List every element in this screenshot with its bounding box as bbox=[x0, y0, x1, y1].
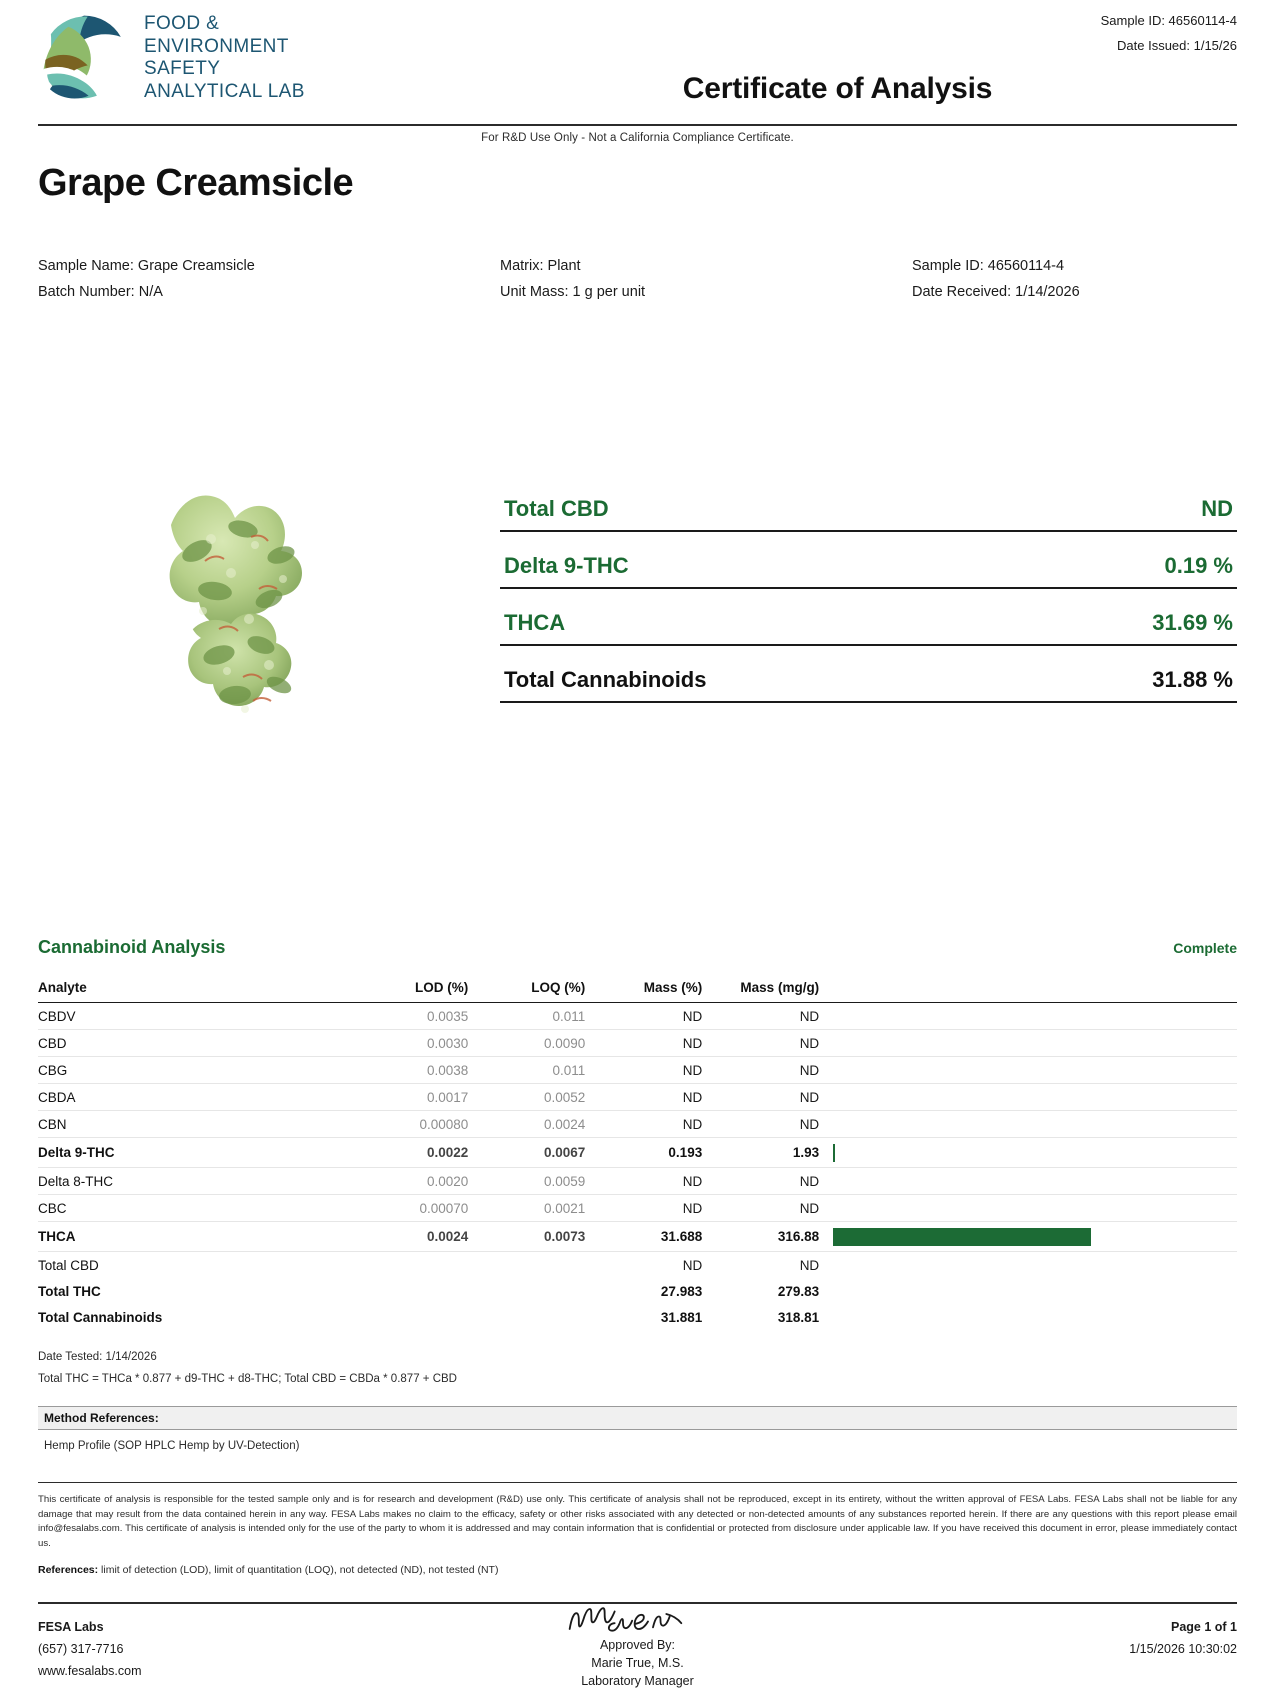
sample-overview-section bbox=[38, 323, 1237, 923]
logo-wordmark bbox=[144, 13, 305, 103]
cell-mass-mgg: ND bbox=[702, 1195, 819, 1222]
disclaimer-divider bbox=[38, 1482, 1237, 1483]
document-footer bbox=[38, 1616, 1237, 1708]
cell-analyte: Delta 8-THC bbox=[38, 1168, 351, 1195]
table-row bbox=[38, 1030, 1237, 1057]
date-tested: Date Tested: 1/14/2026 bbox=[38, 1351, 157, 1363]
sample-info-col-2 bbox=[500, 253, 912, 305]
cell-mass-pct: ND bbox=[585, 1057, 702, 1084]
cell-bar bbox=[819, 1003, 1237, 1030]
table-row bbox=[38, 1304, 1237, 1330]
method-references-body: Hemp Profile (SOP HPLC Hemp by UV-Detection) bbox=[44, 1440, 300, 1452]
cell-bar bbox=[819, 1168, 1237, 1195]
table-row bbox=[38, 1111, 1237, 1138]
cell-lod: 0.0022 bbox=[351, 1138, 468, 1168]
total-formula: Total THC = THCa * 0.877 + d9-THC + d8-THC; Total CBD = CBDa * 0.877 + CBD bbox=[38, 1373, 457, 1385]
cell-analyte: CBDA bbox=[38, 1084, 351, 1111]
cell-analyte: Total CBD bbox=[38, 1257, 99, 1273]
cell-mass-mgg: ND bbox=[702, 1030, 819, 1057]
cell-mass-pct: 27.983 bbox=[660, 1283, 703, 1299]
summary-value: 31.69 % bbox=[1152, 610, 1233, 635]
cell-bar bbox=[819, 1084, 1237, 1111]
cell-lod bbox=[351, 1304, 468, 1330]
footer-lab-name: FESA Labs bbox=[38, 1620, 104, 1634]
cell-lod: 0.00070 bbox=[351, 1195, 468, 1222]
header-sample-id: Sample ID: 46560114-4 bbox=[1100, 13, 1237, 28]
sample-info-col-3 bbox=[912, 253, 1237, 305]
document-header bbox=[38, 0, 1237, 122]
sample-name: Sample Name: Grape Creamsicle bbox=[38, 258, 255, 274]
cell-analyte: Total Cannabinoids bbox=[38, 1309, 163, 1325]
logo-line-4: ANALYTICAL LAB bbox=[144, 80, 305, 102]
cell-lod: 0.00080 bbox=[351, 1111, 468, 1138]
cell-mass-mgg: 279.83 bbox=[777, 1283, 820, 1299]
cell-bar bbox=[819, 1222, 1237, 1252]
cell-analyte: CBG bbox=[38, 1057, 351, 1084]
cell-bar bbox=[819, 1252, 1237, 1279]
summary-row bbox=[500, 646, 1237, 703]
cell-mass-pct: 31.881 bbox=[660, 1309, 703, 1325]
cell-mass-pct: ND bbox=[585, 1168, 702, 1195]
cell-analyte: CBN bbox=[38, 1111, 351, 1138]
cell-lod: 0.0024 bbox=[351, 1222, 468, 1252]
approver-name: Marie True, M.S. bbox=[591, 1656, 684, 1670]
column-header-lod: LOD (%) bbox=[351, 980, 468, 1003]
sample-title: Grape Creamsicle bbox=[38, 162, 354, 204]
cell-loq: 0.0059 bbox=[468, 1168, 585, 1195]
method-references-heading: Method References: bbox=[38, 1406, 1237, 1430]
cell-mass-pct: ND bbox=[585, 1084, 702, 1111]
cell-mass-mgg: ND bbox=[702, 1003, 819, 1030]
table-row bbox=[38, 1252, 1237, 1279]
matrix: Matrix: Plant bbox=[500, 258, 581, 274]
table-header-row bbox=[38, 980, 1237, 1003]
cell-mass-mgg: ND bbox=[702, 1084, 819, 1111]
cell-mass-mgg: ND bbox=[702, 1111, 819, 1138]
approver-title: Laboratory Manager bbox=[581, 1674, 694, 1688]
cell-mass-mgg: ND bbox=[799, 1257, 820, 1273]
cell-lod bbox=[351, 1278, 468, 1304]
cell-loq bbox=[468, 1278, 585, 1304]
footer-website[interactable]: www.fesalabs.com bbox=[38, 1664, 142, 1678]
cell-lod: 0.0020 bbox=[351, 1168, 468, 1195]
cell-bar bbox=[819, 1278, 1237, 1304]
header-meta bbox=[1101, 8, 1237, 58]
unit-mass: Unit Mass: 1 g per unit bbox=[500, 284, 646, 300]
cell-mass-pct: ND bbox=[585, 1195, 702, 1222]
references-label: References: bbox=[38, 1564, 99, 1576]
cell-loq bbox=[468, 1304, 585, 1330]
cell-mass-pct: ND bbox=[585, 1030, 702, 1057]
concentration-bar bbox=[833, 1144, 835, 1162]
rnd-use-note: For R&D Use Only - Not a California Compliance Certificate. bbox=[481, 132, 794, 144]
cell-bar bbox=[819, 1111, 1237, 1138]
summary-value: 31.88 % bbox=[1152, 667, 1233, 692]
sample-info-grid bbox=[38, 253, 1237, 305]
results-summary bbox=[500, 475, 1237, 703]
batch-number: Batch Number: N/A bbox=[38, 284, 163, 300]
summary-label: Delta 9-THC bbox=[504, 553, 629, 578]
cell-lod: 0.0035 bbox=[351, 1003, 468, 1030]
logo-line-3: SAFETY bbox=[144, 58, 221, 79]
lab-logo bbox=[38, 0, 305, 104]
column-header-bar bbox=[819, 980, 1237, 1003]
cell-loq: 0.0067 bbox=[468, 1138, 585, 1168]
cell-mass-mgg: 318.81 bbox=[777, 1309, 820, 1325]
summary-label: THCA bbox=[504, 610, 566, 635]
column-header-mass-mgg: Mass (mg/g) bbox=[702, 980, 819, 1003]
analysis-title: Cannabinoid Analysis bbox=[38, 937, 226, 957]
header-divider bbox=[38, 124, 1237, 126]
cell-analyte: CBC bbox=[38, 1195, 351, 1222]
cell-bar bbox=[819, 1304, 1237, 1330]
cell-lod: 0.0038 bbox=[351, 1057, 468, 1084]
cell-mass-pct: 31.688 bbox=[585, 1222, 702, 1252]
table-row bbox=[38, 1003, 1237, 1030]
cell-loq: 0.0090 bbox=[468, 1030, 585, 1057]
analysis-status-badge: Complete bbox=[1173, 940, 1237, 956]
cell-mass-pct: 0.193 bbox=[585, 1138, 702, 1168]
cell-mass-mgg: ND bbox=[702, 1168, 819, 1195]
cell-mass-pct: ND bbox=[585, 1003, 702, 1030]
column-header-loq: LOQ (%) bbox=[468, 980, 585, 1003]
cell-mass-pct: ND bbox=[682, 1257, 703, 1273]
cell-bar bbox=[819, 1138, 1237, 1168]
page-number: Page 1 of 1 bbox=[1171, 1620, 1237, 1634]
logo-line-2: ENVIRONMENT bbox=[144, 35, 289, 57]
cell-mass-pct: ND bbox=[585, 1111, 702, 1138]
table-row bbox=[38, 1057, 1237, 1084]
disclaimer-text: This certificate of analysis is responsible for the tested sample only and is for research and development (R&D) use only. This certificate of analysis shall not be reproduced, except in its entirety, without the written approval of FESA Labs. FESA Labs shall not be liable for any damage that may result from the data contained herein in any way. FESA Labs makes no claim to the efficacy, safety or other risks associated with any detected or non-detected amounts of any substances reported herein. If there are any questions with this report please email info@fesalabs.com. This certificate of analysis is intended only for the use of the party to whom it is addressed and may contain information that is confidential or protected from disclosure under applicable law. If you have received this document in error, please immediately contact us. bbox=[38, 1494, 1237, 1549]
cell-bar bbox=[819, 1030, 1237, 1057]
footer-phone: (657) 317-7716 bbox=[38, 1642, 124, 1656]
concentration-bar bbox=[833, 1228, 1091, 1246]
cell-bar bbox=[819, 1195, 1237, 1222]
cell-loq bbox=[468, 1252, 585, 1279]
summary-value: 0.19 % bbox=[1164, 553, 1233, 578]
footer-timestamp: 1/15/2026 10:30:02 bbox=[1129, 1642, 1237, 1656]
table-row bbox=[38, 1222, 1237, 1252]
cell-analyte: Delta 9-THC bbox=[38, 1138, 351, 1168]
cell-loq: 0.011 bbox=[468, 1057, 585, 1084]
cell-loq: 0.0024 bbox=[468, 1111, 585, 1138]
certificate-title: Certificate of Analysis bbox=[682, 72, 993, 105]
header-date-issued: Date Issued: 1/15/26 bbox=[1117, 38, 1237, 53]
summary-label: Total Cannabinoids bbox=[504, 667, 707, 692]
summary-label: Total CBD bbox=[504, 496, 609, 521]
table-row bbox=[38, 1084, 1237, 1111]
column-header-mass-pct: Mass (%) bbox=[585, 980, 702, 1003]
cannabinoid-table bbox=[38, 980, 1237, 1330]
approved-by-label: Approved By: bbox=[599, 1638, 676, 1652]
cell-lod bbox=[351, 1252, 468, 1279]
references-body: limit of detection (LOD), limit of quantitation (LOQ), not detected (ND), not tested (NT) bbox=[101, 1564, 499, 1576]
references-line bbox=[38, 1564, 1237, 1576]
summary-row bbox=[500, 532, 1237, 589]
cell-mass-mgg: ND bbox=[702, 1057, 819, 1084]
analysis-notes bbox=[38, 1346, 1237, 1390]
footer-page-info bbox=[1129, 1616, 1237, 1660]
summary-row bbox=[500, 589, 1237, 646]
table-row bbox=[38, 1168, 1237, 1195]
table-row bbox=[38, 1195, 1237, 1222]
cell-lod: 0.0017 bbox=[351, 1084, 468, 1111]
cell-analyte: Total THC bbox=[38, 1283, 101, 1299]
date-received: Date Received: 1/14/2026 bbox=[912, 284, 1080, 300]
table-row bbox=[38, 1138, 1237, 1168]
summary-value: ND bbox=[1201, 496, 1233, 521]
summary-row bbox=[500, 475, 1237, 532]
cell-mass-mgg: 1.93 bbox=[702, 1138, 819, 1168]
logo-mark-icon bbox=[38, 12, 130, 104]
cell-analyte: THCA bbox=[38, 1222, 351, 1252]
cell-analyte: CBD bbox=[38, 1030, 351, 1057]
cell-loq: 0.0052 bbox=[468, 1084, 585, 1111]
cell-bar bbox=[819, 1057, 1237, 1084]
cell-loq: 0.011 bbox=[468, 1003, 585, 1030]
column-header-analyte: Analyte bbox=[38, 980, 351, 1003]
sample-info-col-1 bbox=[38, 253, 500, 305]
analysis-header bbox=[38, 937, 1237, 958]
cell-loq: 0.0073 bbox=[468, 1222, 585, 1252]
cell-analyte: CBDV bbox=[38, 1003, 351, 1030]
approval-block bbox=[38, 1602, 1237, 1690]
signature-image bbox=[38, 1602, 1237, 1636]
cell-lod: 0.0030 bbox=[351, 1030, 468, 1057]
cell-loq: 0.0021 bbox=[468, 1195, 585, 1222]
sample-id: Sample ID: 46560114-4 bbox=[912, 258, 1065, 274]
sample-photo bbox=[93, 433, 413, 753]
table-row bbox=[38, 1278, 1237, 1304]
logo-line-1: FOOD & bbox=[144, 13, 220, 34]
cell-mass-mgg: 316.88 bbox=[702, 1222, 819, 1252]
